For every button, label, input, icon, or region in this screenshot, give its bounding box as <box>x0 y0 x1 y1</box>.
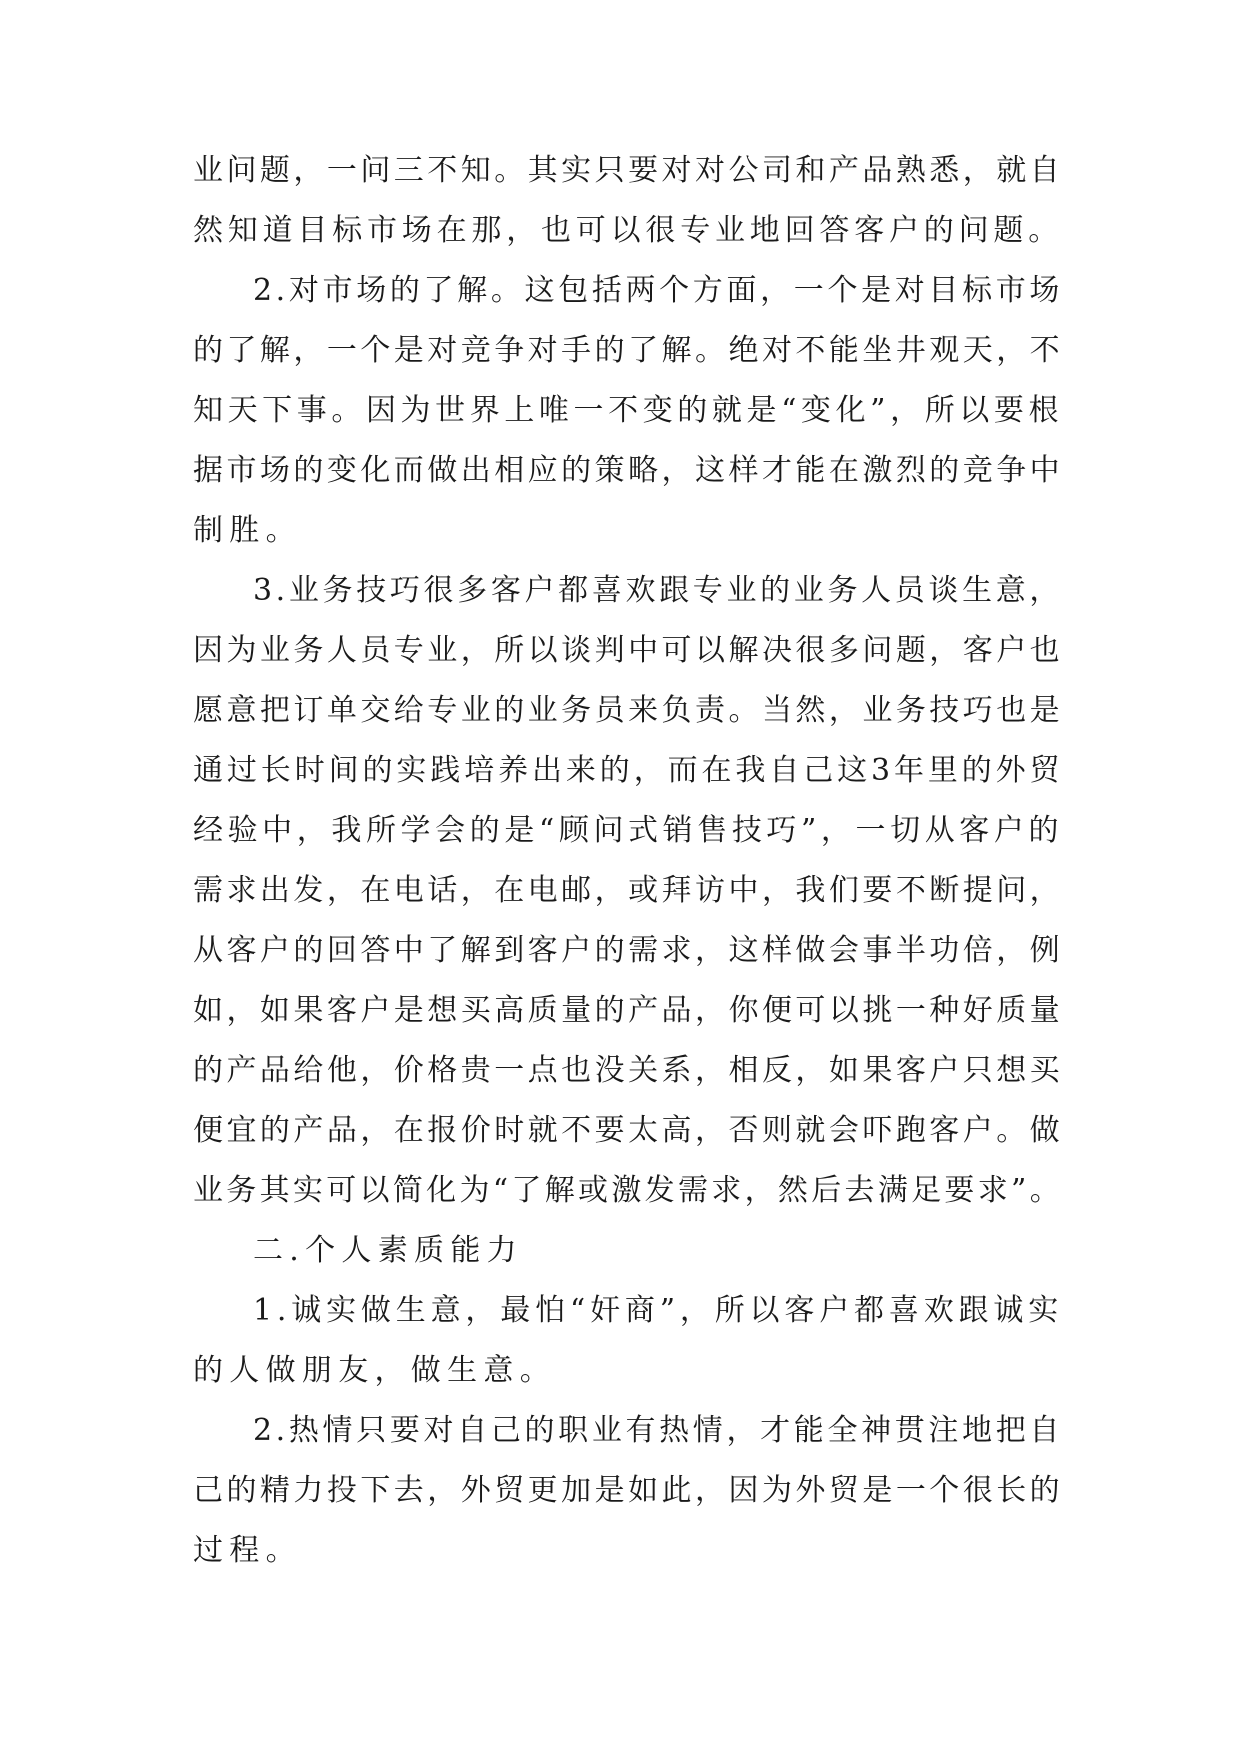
text-line: 己的精力投下去，外贸更加是如此，因为外贸是一个很长的 <box>193 1473 1063 1508</box>
text-line: 便宜的产品，在报价时就不要太高，否则就会吓跑客户。做 <box>193 1113 1063 1148</box>
text-line: 3.业务技巧很多客户都喜欢跟专业的业务人员谈生意， <box>253 573 1063 608</box>
text-line: 需求出发，在电话，在电邮，或拜访中，我们要不断提问， <box>193 873 1063 908</box>
text-line: 的产品给他，价格贵一点也没关系，相反，如果客户只想买 <box>193 1053 1063 1088</box>
text-line: 业务其实可以简化为“了解或激发需求，然后去满足要求”。 <box>193 1173 1063 1208</box>
text-line: 知天下事。因为世界上唯一不变的就是“变化”，所以要根 <box>193 393 1063 428</box>
text-line: 愿意把订单交给专业的业务员来负责。当然，业务技巧也是 <box>193 693 1063 728</box>
section-heading: 二.个人素质能力 <box>253 1233 523 1268</box>
text-line: 经验中，我所学会的是“顾问式销售技巧”，一切从客户的 <box>193 813 1063 848</box>
text-line: 通过长时间的实践培养出来的，而在我自己这3年里的外贸 <box>193 753 1064 788</box>
text-line: 1.诚实做生意，最怕“奸商”，所以客户都喜欢跟诚实 <box>253 1293 1063 1328</box>
text-line: 据市场的变化而做出相应的策略，这样才能在激烈的竞争中 <box>193 453 1063 488</box>
text-line: 的人做朋友，做生意。 <box>193 1353 556 1388</box>
text-line: 2.对市场的了解。这包括两个方面，一个是对目标市场 <box>253 273 1063 308</box>
text-line: 的了解，一个是对竞争对手的了解。绝对不能坐井观天，不 <box>193 333 1063 368</box>
text-line: 过程。 <box>193 1533 302 1568</box>
text-line: 因为业务人员专业，所以谈判中可以解决很多问题，客户也 <box>193 633 1063 668</box>
text-line: 从客户的回答中了解到客户的需求，这样做会事半功倍，例 <box>193 933 1063 968</box>
text-line: 如，如果客户是想买高质量的产品，你便可以挑一种好质量 <box>193 993 1063 1028</box>
text-line: 2.热情只要对自己的职业有热情，才能全神贯注地把自 <box>253 1413 1063 1448</box>
text-line: 制胜。 <box>193 513 302 548</box>
text-line: 业问题，一问三不知。其实只要对对公司和产品熟悉，就自 <box>193 153 1063 188</box>
text-line: 然知道目标市场在那，也可以很专业地回答客户的问题。 <box>193 213 1063 248</box>
